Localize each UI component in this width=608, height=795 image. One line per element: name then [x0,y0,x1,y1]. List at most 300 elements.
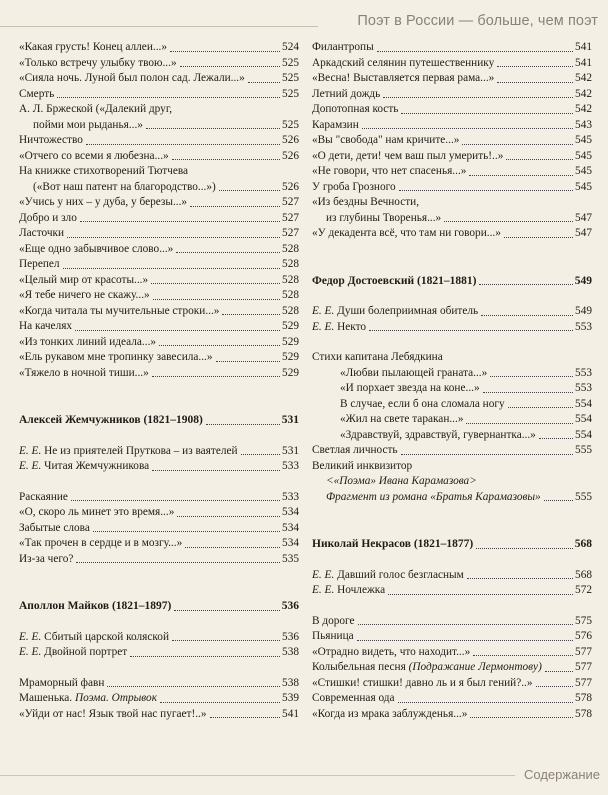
toc-page-number: 528 [282,273,299,286]
toc-entry[interactable] [312,490,592,506]
toc-entry-title: пойми мои рыданья...» [33,118,143,131]
leader-dots [206,424,280,425]
toc-page-number: 555 [575,444,592,456]
toc-entry-title-line: Стихи капитана Лебядкина [312,351,443,363]
toc-group [312,568,592,599]
toc-entry[interactable] [19,444,299,460]
toc-page-number: 553 [575,382,592,394]
toc-page-number: 577 [575,661,592,673]
toc-entry[interactable] [312,583,592,599]
toc-entry[interactable] [312,180,592,196]
leader-dots [469,175,573,176]
leader-dots [506,159,573,160]
toc-entry[interactable] [312,71,592,87]
toc-page-number: 554 [575,413,592,425]
toc-page-number: 536 [281,600,299,612]
toc-page-number: 529 [282,335,299,348]
toc-page-number: 539 [282,692,299,704]
author-initials: Е. Е. [19,444,42,457]
toc-entry-title: «Из тонких линий идеала...» [19,335,157,348]
toc-entry-title: На качелях [19,320,73,332]
leader-dots [80,221,280,222]
toc-page-number: 549 [574,274,592,287]
footer-section-label: Содержание [524,767,600,782]
toc-group [312,366,592,444]
toc-entry-title: В дороге [312,614,355,627]
toc-entry-title: «И порхает звезда на коне...» [340,382,480,394]
toc-entry-title: «У декадента всё, что там ни говори...» [312,227,501,239]
leader-dots [544,500,573,501]
toc-page-number: 534 [282,521,299,534]
leader-dots [444,221,573,222]
toc-entry-title: Перепел [19,258,60,270]
footer-rule [0,775,515,776]
toc-entry-title: Колыбельная песня (Подражание Лермонтову) [312,661,542,673]
leader-dots [462,144,573,145]
leader-dots [479,284,572,285]
toc-entry[interactable] [19,459,299,475]
toc-entry[interactable] [19,56,299,72]
toc-entry-title-line: <«Поэма» Ивана Карамазова> [326,475,477,487]
toc-page-number: 554 [575,397,592,410]
toc-entry-title: «Здравствуй, здравствуй, гувернантка...» [340,428,536,441]
toc-entry-title-line: А. Л. Бржеской («Далекий друг, [19,103,173,115]
author-initials: Е. Е. [312,305,335,317]
toc-page-number: 535 [282,552,299,565]
toc-entry-subtitle: Поэма. Отрывок [74,692,157,704]
toc-entry[interactable] [312,707,592,723]
leader-dots [67,237,280,238]
toc-entry-title: «Целый мир от красоты...» [19,273,149,286]
leader-dots [160,702,280,703]
toc-entry-title: «Когда читала ты мучительные строки...» [19,304,220,317]
leader-dots [466,423,573,424]
toc-entry-title: Пьяница [312,630,354,642]
leader-dots [497,66,573,67]
toc-page-number: 536 [282,630,299,643]
toc-entry[interactable] [19,691,299,707]
toc-group [19,630,299,661]
leader-dots [172,640,280,641]
toc-entry-title: «Только встречу улыбку твою...» [19,56,177,69]
toc-entry[interactable] [312,211,592,227]
leader-dots [71,500,280,501]
leader-dots [216,361,281,362]
toc-group [19,133,299,164]
toc-group [19,444,299,475]
toc-page-number: 545 [575,134,592,146]
leader-dots [377,51,573,52]
leader-dots [545,671,573,672]
leader-dots [383,97,573,98]
toc-page-number: 555 [575,490,592,503]
author-initials: Е. Е. [19,460,42,472]
leader-dots [153,299,280,300]
toc-entry-title: Раскаяние [19,490,68,503]
toc-group [312,304,592,335]
toc-entry-title: У гроба Грозного [312,180,396,193]
toc-page-number: 528 [282,289,299,301]
toc-page-number: 553 [575,366,592,379]
page-footer [0,765,608,795]
toc-page-number: 543 [575,118,592,131]
toc-page-number: 541 [575,56,592,69]
toc-page-number: 578 [575,707,592,720]
running-header-title: Поэт в России — больше, чем поэт [357,13,598,29]
author-initials: Е. Е. [312,568,335,581]
author-heading[interactable] [312,537,592,553]
leader-dots [57,97,280,98]
toc-entry-title: «Еще одно забывчивое слово...» [19,242,174,255]
toc-entry-title: «О дети, дети! чем ваш пыл умерить!..» [312,149,504,162]
toc-entry-title-line: «Из бездны Вечности, [312,196,420,208]
toc-entry[interactable] [312,366,592,382]
header-rule [0,26,318,27]
toc-entry[interactable] [312,397,592,413]
toc-entry[interactable] [19,350,299,366]
toc-entry-title: «Когда из мрака заблужденья...» [312,707,468,720]
leader-dots [210,717,281,718]
toc-page-number: 542 [575,103,592,115]
toc-group [312,40,592,195]
toc-entry[interactable] [19,242,299,258]
toc-entry[interactable] [19,676,299,692]
toc-page-number: 527 [282,196,299,208]
toc-entry-title: Е. Е. Некто [312,320,367,333]
toc-entry-title: Из-за чего? [19,552,74,565]
toc-page-number: 542 [575,72,592,84]
leader-dots [176,252,280,253]
leader-dots [539,438,573,439]
leader-dots [481,315,573,316]
toc-entry-title: «Весна! Выставляется первая рама...» [312,72,495,84]
toc-page-number: 541 [575,41,592,53]
toc-entry-title: Е. Е. Читая Жемчужникова [19,460,150,472]
leader-dots [86,144,280,145]
toc-entry-title: Летний дождь [312,87,381,100]
toc-entry-title: «Жил на свете таракан...» [340,413,464,425]
author-heading[interactable] [19,599,299,615]
toc-entry[interactable] [19,335,299,351]
toc-entry-title: Фрагмент из романа «Братья Карамазовы» [326,490,541,503]
toc-entry[interactable] [312,645,592,661]
leader-dots [476,548,573,549]
toc-page-number: 554 [575,428,592,441]
leader-dots [473,655,573,656]
leader-dots [93,531,280,532]
leader-dots [152,376,280,377]
toc-page-number: 525 [282,87,299,100]
toc-page-number: 572 [575,584,592,596]
leader-dots [172,159,280,160]
toc-page-number: 534 [282,506,299,518]
toc-entry-title: «Вы "свобода" нам кричите...» [312,134,460,146]
toc-entry-title: «Не говори, что нет спасенья...» [312,165,467,177]
toc-entry[interactable] [312,164,592,180]
toc-entry[interactable] [19,366,299,382]
toc-entry[interactable] [19,536,299,552]
toc-entry-title: Е. Е. Двойной портрет [19,646,128,658]
toc-page-number: 529 [282,320,299,332]
leader-dots [362,128,573,129]
leader-dots [357,640,573,641]
toc-entry-title: «Я тебе ничего не скажу...» [19,289,150,301]
leader-dots [504,237,573,238]
toc-column-left [19,40,299,722]
toc-entry[interactable] [312,381,592,397]
toc-entry[interactable] [19,87,299,103]
toc-entry[interactable] [19,304,299,320]
toc-entry-title: В случае, если б она сломала ногу [340,397,505,410]
toc-page-number: 528 [282,304,299,317]
toc-entry[interactable] [19,71,299,87]
toc-entry[interactable] [19,521,299,537]
author-name: Аполлон Майков (1821–1897) [19,600,172,612]
toc-page-number: 533 [282,460,299,472]
toc-entry[interactable] [19,226,299,242]
toc-page-number: 542 [575,87,592,100]
leader-dots [398,702,573,703]
toc-page-number: 525 [282,56,299,69]
leader-dots [490,376,573,377]
toc-entry-title: («Вот наш патент на благородство...») [33,180,216,193]
toc-page-number: 538 [282,676,299,689]
toc-entry-title: Е. Е. Души болеприимная обитель [312,305,479,317]
toc-page-number: 527 [282,227,299,239]
toc-page-number: 553 [575,320,592,333]
toc-entry-title: Мраморный фавн [19,676,105,689]
leader-dots [170,51,280,52]
toc-entry[interactable] [312,676,592,692]
toc-entry[interactable] [19,707,299,723]
toc-entry[interactable] [19,645,299,661]
toc-entry[interactable] [312,226,592,242]
leader-dots [76,562,280,563]
toc-page-number: 576 [575,630,592,642]
toc-entry[interactable] [19,505,299,521]
toc-page-number: 568 [575,568,592,581]
toc-page-number: 526 [282,134,299,146]
leader-dots [174,610,279,611]
author-initials: Е. Е. [19,630,42,643]
toc-entry-title: Е. Е. Не из приятелей Пруткова – из ваятелей [19,444,238,457]
leader-dots [399,190,573,191]
toc-entry-title: «О, скоро ль минет это время...» [19,506,175,518]
toc-page-number: 575 [575,614,592,627]
leader-dots [248,82,280,83]
toc-page-number: 545 [575,165,592,177]
toc-entry[interactable] [312,691,592,707]
leader-dots [241,454,281,455]
author-name: Федор Достоевский (1821–1881) [312,274,477,287]
leader-dots [536,686,574,687]
toc-entry[interactable] [312,118,592,134]
toc-entry[interactable] [19,118,299,134]
author-heading[interactable] [19,413,299,429]
toc-entry-title: Е. Е. Давший голос безгласным [312,568,464,581]
toc-entry[interactable] [312,629,592,645]
toc-group [19,40,299,102]
toc-entry[interactable] [19,133,299,149]
toc-column-right [312,40,592,722]
leader-dots [483,392,573,393]
toc-page-number: 525 [282,118,299,131]
toc-entry[interactable] [19,195,299,211]
leader-dots [159,345,280,346]
toc-page-number: 533 [282,490,299,503]
leader-dots [63,268,281,269]
toc-entry-title: «Стишки! стишки! давно ль и я был гений?..» [312,676,533,689]
leader-dots [75,330,280,331]
toc-entry[interactable] [312,133,592,149]
toc-entry-title: «Какая грусть! Конец аллеи...» [19,41,167,53]
toc-entry[interactable] [312,443,592,459]
page-header [0,0,608,40]
toc-entry[interactable] [19,40,299,56]
toc-page-number: 526 [282,149,299,162]
toc-entry-title: Смерть [19,87,55,100]
toc-page-number: 541 [282,707,299,720]
leader-dots [222,314,280,315]
toc-entry-title: «Тяжело в ночной тиши...» [19,366,149,379]
toc-page-number: 529 [282,351,299,363]
leader-dots [470,717,573,718]
toc-entry-title: Е. Е. Ночлежка [312,584,386,596]
toc-entry[interactable] [312,412,592,428]
leader-dots [151,283,280,284]
leader-dots [177,516,280,517]
toc-entry-title: «Отчего со всеми я любезна...» [19,149,169,162]
toc-entry-title: «Любви пылающей граната...» [340,366,488,379]
author-initials: Е. Е. [312,320,335,333]
toc-entry[interactable] [312,660,592,676]
toc-entry[interactable] [19,630,299,646]
leader-dots [219,190,280,191]
author-name: Николай Некрасов (1821–1877) [312,538,474,550]
toc-entry-title: Е. Е. Сбитый царской коляской [19,630,169,643]
toc-entry-title: Допотопная кость [312,103,399,115]
toc-group [19,195,299,381]
toc-entry-title: «Ель рукавом мне тропинку завесила...» [19,351,213,363]
toc-entry-title: Аркадский селянин путешественнику [312,56,495,69]
toc-page-number: 547 [575,211,592,224]
toc-group [19,490,299,568]
toc-page-number: 547 [575,227,592,239]
toc-entry[interactable] [19,552,299,568]
toc-entry-title: «Отрадно видеть, что находит...» [312,645,471,658]
toc-page-number: 531 [281,414,299,426]
leader-dots [388,594,573,595]
toc-entry-title: «Так прочен в сердце и в мозгу...» [19,537,183,549]
leader-dots [369,330,573,331]
toc-entry[interactable] [19,180,299,196]
toc-page-number: 527 [282,211,299,224]
toc-entry-title: Современная ода [312,692,395,704]
toc-page-number: 578 [575,692,592,704]
toc-entry[interactable] [19,490,299,506]
toc-entry[interactable] [312,56,592,72]
toc-page-number: 528 [282,242,299,255]
leader-dots [107,686,280,687]
toc-entry-title: Добро и зло [19,211,77,224]
author-initials: Е. Е. [19,646,42,658]
toc-entry[interactable] [312,149,592,165]
author-name: Алексей Жемчужников (1821–1908) [19,414,203,426]
toc-entry[interactable] [19,257,299,273]
leader-dots [401,454,573,455]
toc-page-number: 525 [282,72,299,84]
toc-entry[interactable] [19,149,299,165]
leader-dots [497,82,573,83]
toc-entry[interactable] [312,40,592,56]
toc-entry-title: «Сияла ночь. Луной был полон сад. Лежали...» [19,72,245,84]
author-heading[interactable] [312,274,592,290]
toc-entry-title: Забытые слова [19,521,90,534]
leader-dots [152,470,280,471]
toc-entry[interactable] [312,320,592,336]
toc-entry-title: Машенька. Поэма. Отрывок [19,692,157,704]
toc-entry[interactable] [312,568,592,584]
leader-dots [467,578,573,579]
toc-entry[interactable] [312,87,592,103]
author-initials: Е. Е. [312,584,335,596]
toc-entry-title: Филантропы [312,41,374,53]
toc-entry[interactable] [312,428,592,444]
toc-entry-title: Светлая личность [312,444,398,456]
toc-entry-title-line: На книжке стихотворений Тютчева [19,165,189,177]
toc-entry-title: из глубины Творенья...» [326,211,442,224]
leader-dots [508,407,573,408]
toc-entry-title: «Уйди от нас! Язык твой нас пугает!..» [19,707,207,720]
toc-page-number: 549 [575,305,592,317]
toc-entry[interactable] [312,304,592,320]
leader-dots [180,66,280,67]
toc-page-number: 538 [282,646,299,658]
toc-group [312,676,592,723]
toc-page-number: 529 [282,366,299,379]
leader-dots [358,624,573,625]
toc-page-number: 545 [575,180,592,193]
toc-page-number: 528 [282,258,299,270]
toc-page-number: 577 [575,645,592,658]
leader-dots [401,113,573,114]
toc-entry-title: «Учись у них – у дуба, у березы...» [19,196,188,208]
leader-dots [146,128,280,129]
toc-entry[interactable] [19,288,299,304]
toc-entry-title: Ничтожество [19,134,83,146]
toc-entry-title-line: Великий инквизитор [312,459,413,472]
toc-page-number: 526 [282,180,299,193]
toc-entry[interactable] [19,273,299,289]
leader-dots [130,656,280,657]
toc-group [312,614,592,661]
toc-entry-subtitle: (Подражание Лермонтову) [408,661,542,673]
toc-page-number: 531 [282,444,299,457]
toc-page-number: 568 [574,538,592,550]
toc-entry-title: Карамзин [312,118,359,131]
toc-page-number: 524 [282,41,299,53]
toc-entry[interactable] [19,211,299,227]
leader-dots [190,206,280,207]
toc-entry[interactable] [312,614,592,630]
toc-page-number: 577 [575,676,592,689]
toc-entry[interactable] [19,319,299,335]
leader-dots [185,547,280,548]
toc-page-number: 534 [282,537,299,549]
toc-entry[interactable] [312,102,592,118]
toc-page-number: 545 [575,149,592,162]
toc-entry-title: Ласточки [19,227,65,239]
